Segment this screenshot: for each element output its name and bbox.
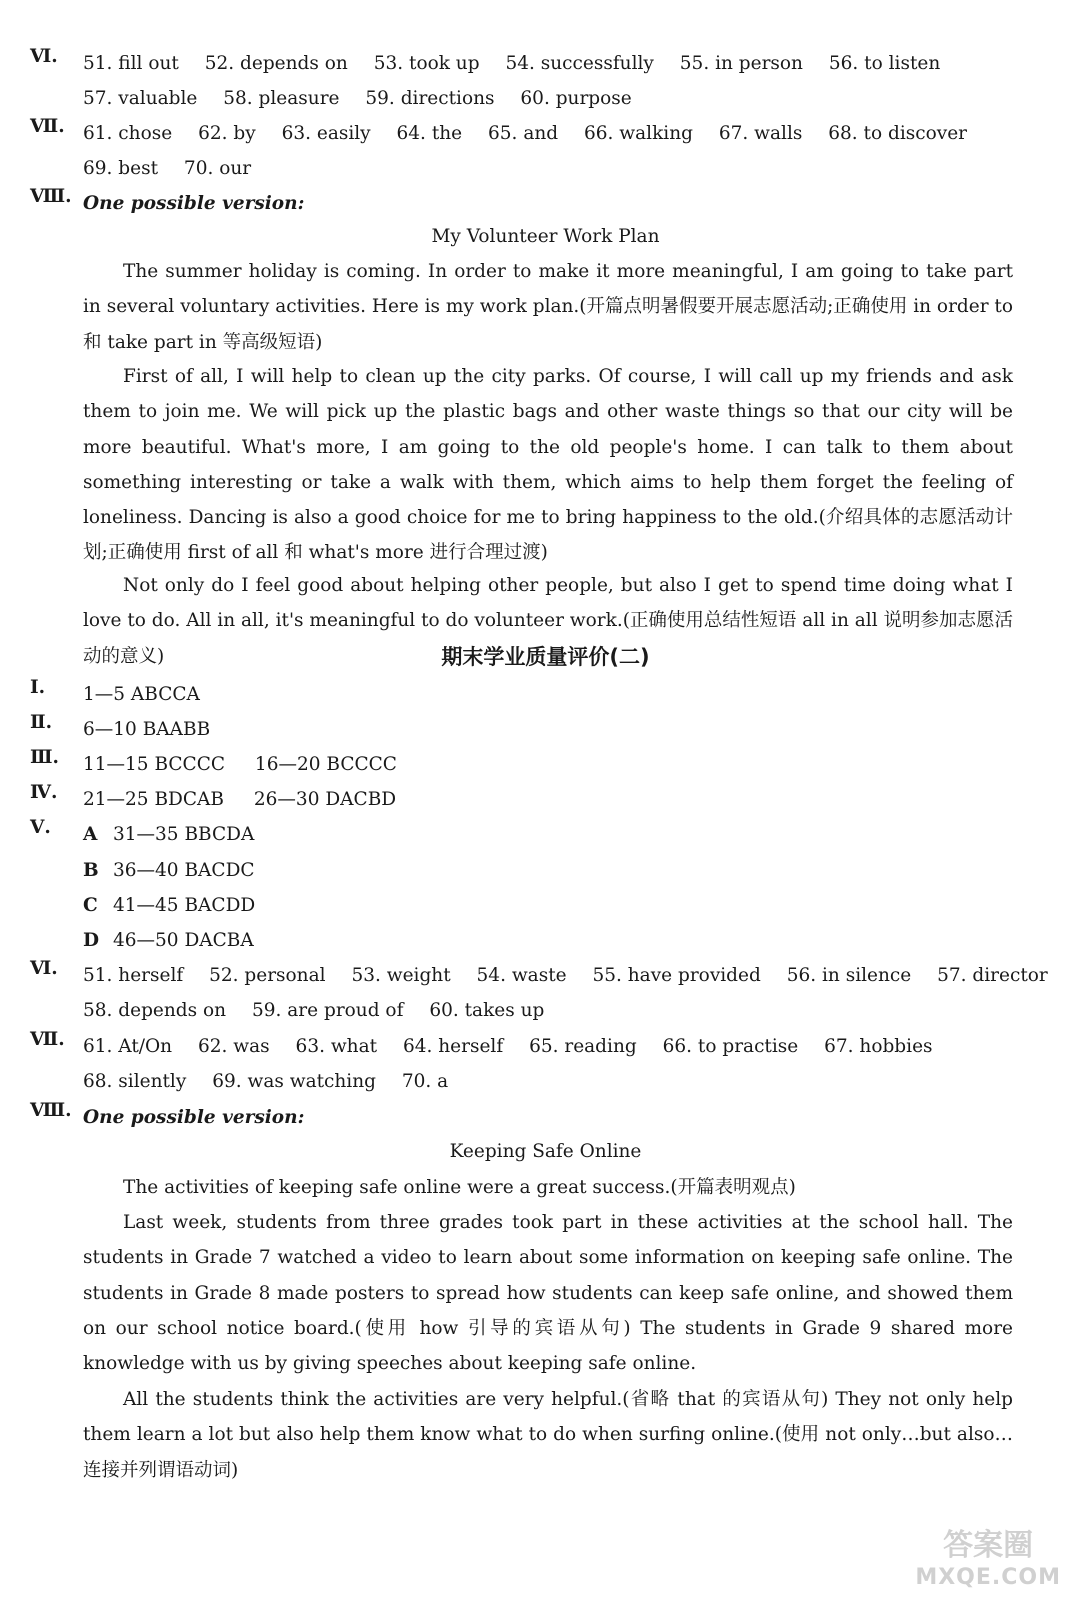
section2-v-roman: Ⅴ. [30, 817, 51, 838]
section2-ii-roman: Ⅱ. [30, 712, 53, 733]
answer-group: 41—45 BACDD [113, 895, 256, 916]
essay-title: My Volunteer Work Plan [431, 226, 660, 247]
answer-60: 60. takes up [429, 1000, 545, 1021]
essay-paragraph-2: Last week, students from three grades took part in these activities at the school hall. The students in Grade 7 watched a video to learn about some information on keeping safe online. The students in Grade 8 made posters to spread how students can keep safe online, and showed them on our school notice board.(使用 how 引导的宾语从句) The students in Grade 9 shared more knowledge with us by giving speeches about keeping safe online. [83, 1212, 1013, 1375]
passage-letter-b: B [83, 860, 99, 881]
answer-57: 57. director [937, 965, 1048, 986]
answer-65: 65. and [488, 123, 559, 144]
answer-70: 70. a [401, 1071, 449, 1092]
answer-59: 59. directions [365, 88, 495, 109]
passage-letter-d: D [83, 930, 100, 951]
answer-69: 69. was watching [212, 1071, 376, 1092]
section-vii-line1 [83, 116, 1019, 151]
essay-paragraph-2: First of all, I will help to clean up the city parks. Of course, I will call up my friends and ask them to join me. We will pick up the plastic bags and other waste things so that our city will be more beautiful. What's more, I am going to the old people's home. I can talk to them about something interesting or take a walk with them, which aims to help them forget the feeling of loneliness. Dancing is also a good choice for me to bring happiness to the old.(介绍具体的志愿活动计划;正确使用 first of all 和 what's more 进行合理过渡) [83, 366, 1013, 564]
section2-iii-answers [83, 747, 1019, 782]
answer-66: 66. walking [584, 123, 693, 144]
passage-letter-c: C [83, 895, 98, 916]
answer-group: 21—25 BDCAB [83, 789, 224, 810]
version-label: One possible version: [83, 1107, 305, 1128]
essay-paragraph-1: The activities of keeping safe online were a great success.(开篇表明观点) [123, 1177, 796, 1198]
section2-i-answers [83, 677, 1019, 712]
section-vi-roman: Ⅵ. [30, 46, 58, 67]
answer-53: 53. weight [351, 965, 451, 986]
section-vi-line1 [83, 46, 1019, 81]
essay-paragraph-1: The summer holiday is coming. In order to make it more meaningful, I am going to take part in several voluntary activities. Here is my work plan.(开篇点明暑假要开展志愿活动;正确使用 in order to 和 take part in 等高级短语) [83, 261, 1013, 353]
essay-title: Keeping Safe Online [449, 1141, 642, 1162]
watermark-url: MXQE.COM [915, 1565, 1061, 1590]
answer-61: 61. At/On [83, 1036, 173, 1057]
section2-vi-line2 [83, 993, 1019, 1028]
answer-61: 61. chose [83, 123, 173, 144]
answer-63: 63. what [295, 1036, 378, 1057]
answer-65: 65. reading [529, 1036, 637, 1057]
answer-62: 62. was [197, 1036, 270, 1057]
section2-v-c [83, 888, 255, 923]
section-vii-roman: Ⅶ. [30, 116, 65, 137]
answer-70: 70. our [183, 158, 252, 179]
answer-52: 52. depends on [204, 53, 348, 74]
section-vii-line2 [83, 151, 1019, 186]
answer-group: 26—30 DACBD [253, 789, 397, 810]
answer-group: 16—20 BCCCC [254, 754, 397, 775]
section2-vi-roman: Ⅵ. [30, 958, 58, 979]
answer-68: 68. silently [83, 1071, 187, 1092]
section2-viii-roman: Ⅷ. [30, 1100, 72, 1121]
answer-58: 58. depends on [83, 1000, 227, 1021]
answer-group: 1—5 ABCCA [83, 684, 200, 705]
answer-group: 11—15 BCCCC [83, 754, 226, 775]
answer-67: 67. walls [718, 123, 803, 144]
section-vi-line2 [83, 81, 1019, 116]
answer-63: 63. easily [281, 123, 371, 144]
section2-v-a [83, 817, 254, 852]
answer-group: 36—40 BACDC [113, 860, 255, 881]
answer-56: 56. in silence [786, 965, 912, 986]
essay-paragraph-3: Not only do I feel good about helping other people, but also I get to spend time doing what I love to do. All in all, it's meaningful to do volunteer work.(正确使用总结性短语 all in all 说明参加志愿活动的意义) [83, 575, 1014, 667]
answer-54: 54. waste [476, 965, 567, 986]
section2-vi-line1 [83, 958, 1048, 993]
answer-57: 57. valuable [83, 88, 198, 109]
section-heading: 期末学业质量评价(二) [441, 645, 650, 669]
answer-64: 64. the [396, 123, 463, 144]
answer-51: 51. herself [83, 965, 184, 986]
answer-55: 55. have provided [592, 965, 761, 986]
answer-54: 54. successfully [505, 53, 654, 74]
section-viii-roman: Ⅷ. [30, 186, 72, 207]
section2-vii-line2 [83, 1064, 1019, 1099]
site-watermark [915, 1530, 1061, 1594]
essay-paragraph-3: All the students think the activities are very helpful.(省略 that 的宾语从句) They not only help them learn a lot but also help them know what to do when surfing online.(使用 not only…but also…连接并列谓语动词) [83, 1389, 1013, 1481]
answer-51: 51. fill out [83, 53, 179, 74]
watermark-logo-text: 答案圈 [943, 1528, 1034, 1563]
section2-vii-line1 [83, 1029, 1019, 1064]
section2-iv-answers [83, 782, 1019, 817]
section2-iii-roman: Ⅲ. [30, 747, 59, 768]
answer-59: 59. are proud of [251, 1000, 404, 1021]
answer-56: 56. to listen [828, 53, 941, 74]
answer-55: 55. in person [679, 53, 803, 74]
section2-i-roman: Ⅰ. [30, 677, 46, 698]
answer-67: 67. hobbies [824, 1036, 933, 1057]
answer-58: 58. pleasure [223, 88, 340, 109]
answer-60: 60. purpose [520, 88, 632, 109]
passage-letter-a: A [83, 824, 98, 845]
section2-iv-roman: Ⅳ. [30, 782, 58, 803]
answer-62: 62. by [198, 123, 256, 144]
section2-vii-roman: Ⅶ. [30, 1029, 65, 1050]
version-label: One possible version: [83, 193, 305, 214]
answer-64: 64. herself [402, 1036, 504, 1057]
answer-group: 6—10 BAABB [83, 719, 211, 740]
section2-v-b [83, 853, 255, 888]
answer-66: 66. to practise [662, 1036, 799, 1057]
answer-53: 53. took up [373, 53, 480, 74]
answer-68: 68. to discover [828, 123, 967, 144]
section2-ii-answers [83, 712, 1019, 747]
answer-group: 31—35 BBCDA [113, 824, 255, 845]
section2-v-d [83, 923, 254, 958]
answer-52: 52. personal [209, 965, 326, 986]
answer-group: 46—50 DACBA [113, 930, 254, 951]
answer-69: 69. best [83, 158, 159, 179]
